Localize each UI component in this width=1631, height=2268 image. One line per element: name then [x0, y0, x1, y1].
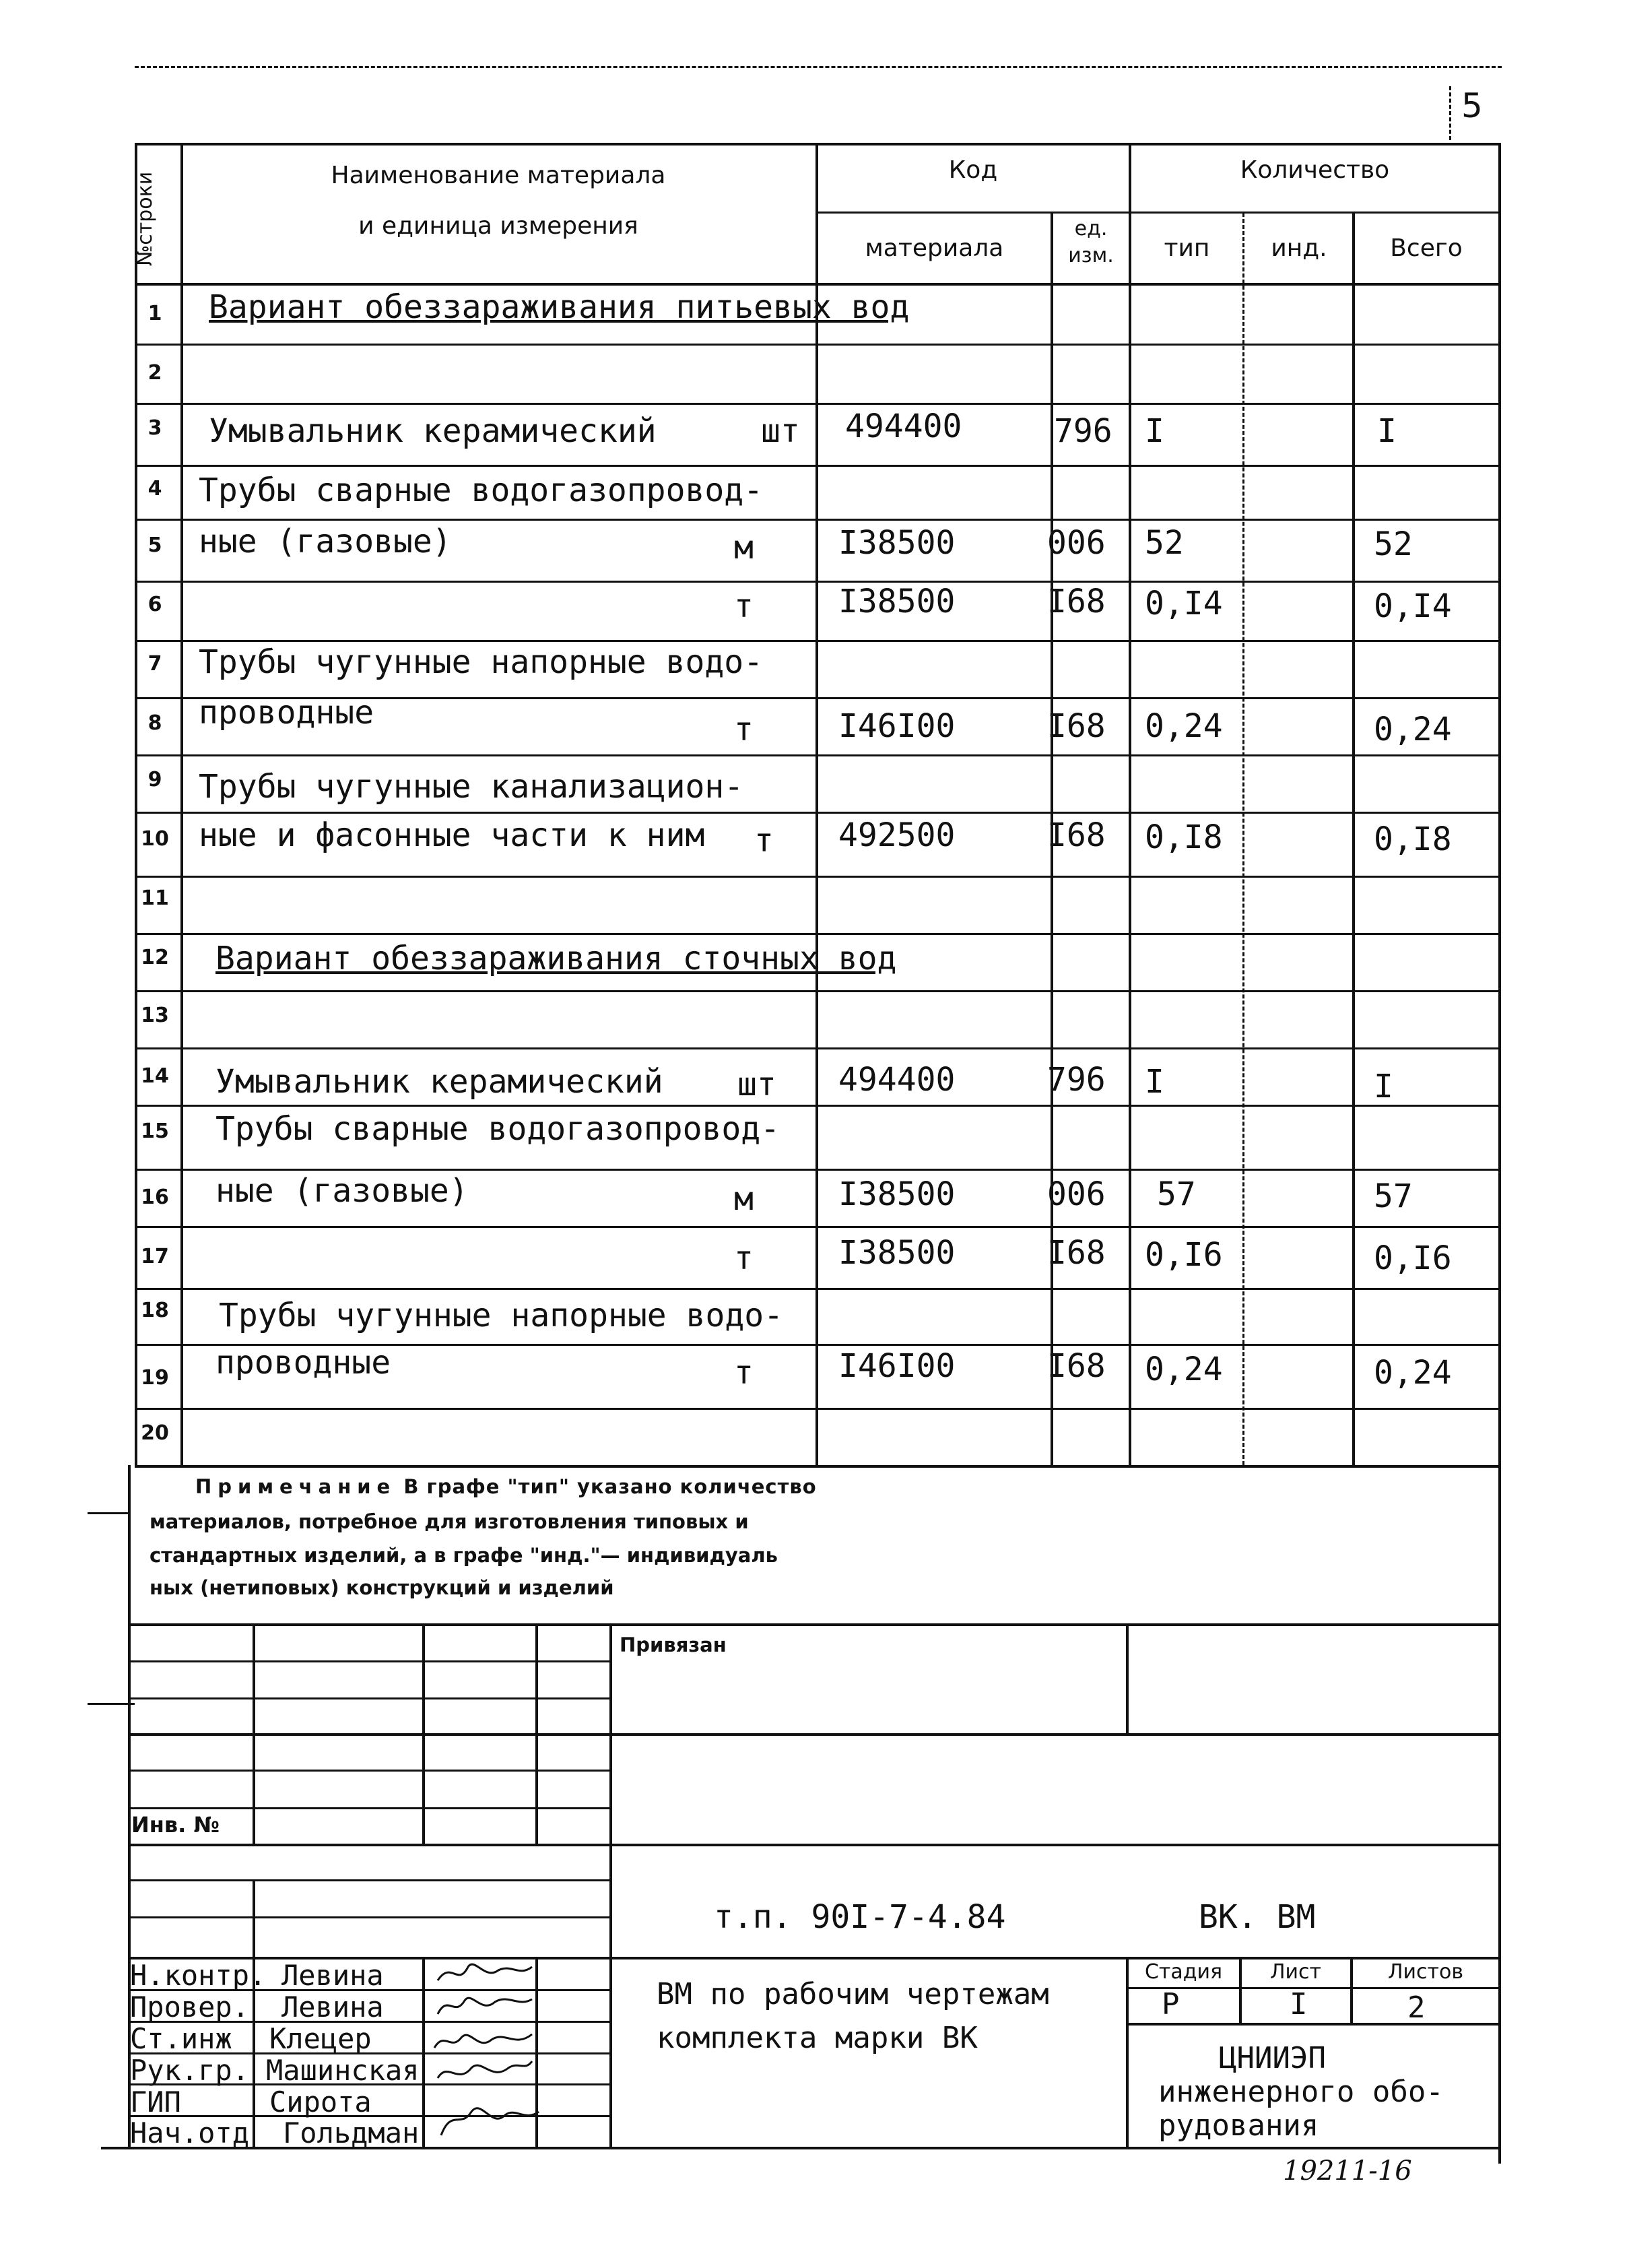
staff-name: Гольдман [283, 2116, 420, 2149]
row-number: 9 [147, 768, 162, 791]
signature-goldman [441, 2108, 539, 2135]
qty-total: 0,I6 [1374, 1239, 1452, 1277]
attached-label: Привязан [620, 1633, 727, 1656]
quantity-header: Количество [1240, 156, 1390, 184]
unit-code: 796 [1054, 412, 1112, 450]
material-code: 494400 [838, 1061, 956, 1099]
row-number: 12 [141, 946, 169, 969]
stage-value: Р [1162, 1987, 1180, 2021]
row-number: 16 [141, 1186, 169, 1209]
row-number: 15 [141, 1120, 169, 1143]
row-divider [135, 754, 1501, 756]
note-line-2: материалов, потребное для изготовления типовых и [149, 1510, 749, 1533]
qty-total: 52 [1374, 525, 1413, 563]
qty-total: 0,I4 [1374, 587, 1452, 625]
item-name: ные (газовые) [215, 1172, 469, 1210]
row-divider [135, 933, 1501, 935]
row-divider [135, 581, 1501, 583]
row-number: 7 [147, 652, 162, 676]
row-divider [135, 812, 1501, 814]
total-header: Всего [1390, 234, 1463, 262]
qty-total: I [1374, 1068, 1393, 1105]
item-name: ные (газовые) [199, 523, 452, 560]
row-number: 4 [147, 477, 162, 500]
document-code: т.п. 90I-7-4.84 [714, 1898, 1006, 1936]
unit-code: 006 [1047, 524, 1106, 562]
staff-name: Машинская [266, 2054, 420, 2087]
item-unit: шт [761, 412, 800, 450]
row-divider [135, 876, 1501, 878]
row-number: 14 [141, 1064, 169, 1088]
row-number-header: №строки [133, 171, 157, 266]
item-name: Трубы сварные водогазопровод- [199, 472, 764, 509]
organization-line1: ЦНИИЭП [1219, 2041, 1326, 2075]
row-number: 18 [141, 1299, 169, 1322]
row-number: 13 [141, 1004, 169, 1027]
stamp-number: 19211-16 [1283, 2156, 1412, 2186]
row-number: 6 [147, 593, 162, 616]
item-unit: т [734, 1354, 754, 1392]
material-code: I38500 [838, 583, 956, 620]
staff-role: Нач.отд [130, 2116, 250, 2149]
section-heading: Вариант обеззараживания питьевых вод [209, 288, 910, 326]
row-number: 20 [141, 1421, 169, 1445]
staff-role: ГИП [130, 2085, 181, 2118]
row-divider [135, 403, 1501, 405]
top-rule [135, 66, 1502, 68]
row-divider [135, 640, 1501, 642]
organization-line3: рудования [1158, 2108, 1319, 2143]
item-name: проводные [215, 1344, 391, 1382]
row-number: 5 [147, 533, 162, 557]
sheet-value: I [1290, 1987, 1308, 2021]
qty-type: 0,24 [1145, 707, 1223, 745]
note-line-4: ных (нетиповых) конструкций и изделий [149, 1576, 614, 1599]
document-title-line1: ВМ по рабочим чертежам [657, 1977, 1049, 2011]
row-divider [135, 1408, 1501, 1410]
organization-line2: инженерного обо- [1158, 2075, 1444, 2109]
material-code: I38500 [838, 1234, 956, 1272]
unit-code: I68 [1047, 707, 1106, 745]
qty-type: 0,24 [1145, 1351, 1223, 1388]
signature-levina-2 [438, 1998, 532, 2014]
item-name: Умывальник керамический [209, 412, 657, 450]
material-code: I46I00 [838, 707, 956, 745]
row-number: 11 [141, 886, 169, 910]
sheets-label: Листов [1387, 1960, 1464, 1984]
material-code: 492500 [838, 816, 956, 854]
ind-col-border [1352, 213, 1355, 1465]
stage-label: Стадия [1144, 1960, 1223, 1984]
page-number-divider [1449, 86, 1451, 140]
item-name: проводные [199, 694, 374, 732]
qty-total: 0,24 [1374, 1354, 1452, 1392]
name-col-border [816, 143, 818, 1465]
qty-type: 0,I4 [1145, 585, 1223, 622]
signature-kletser [434, 2034, 532, 2048]
staff-role: Н.контр. [130, 1959, 267, 1992]
unit-col-border [1129, 143, 1131, 1465]
item-name: Трубы чугунные напорные водо- [219, 1297, 784, 1334]
qty-type: 52 [1145, 524, 1184, 562]
qty-type: I [1145, 412, 1164, 450]
item-unit: т [754, 822, 774, 860]
rownum-col-border [180, 143, 183, 1465]
signature-levina-1 [438, 1964, 532, 1980]
row-divider [135, 519, 1501, 521]
item-unit: т [734, 711, 754, 748]
item-unit: шт [737, 1066, 776, 1103]
item-name: Умывальник керамический [215, 1063, 663, 1101]
ind-header: инд. [1271, 234, 1327, 262]
item-name: Трубы сварные водогазопровод- [215, 1110, 780, 1148]
unit-code: I68 [1047, 583, 1106, 620]
item-unit: м [734, 1180, 754, 1218]
staff-name: Клецер [269, 2022, 372, 2055]
material-code: I38500 [838, 1175, 956, 1213]
code-header: Код [948, 156, 998, 184]
row-divider [135, 1169, 1501, 1171]
page-number: 5 [1461, 86, 1483, 125]
name-header-line1: Наименование материала [331, 162, 666, 189]
row-number: 17 [141, 1245, 169, 1268]
row-number: 19 [141, 1366, 169, 1390]
note-line-3: стандартных изделий, а в графе "инд."— индивидуаль [149, 1544, 778, 1567]
qty-total: 0,I8 [1374, 820, 1452, 858]
row-number: 10 [141, 827, 169, 851]
unit-code: 006 [1047, 1175, 1106, 1213]
item-unit: т [734, 587, 754, 625]
sheet-label: Лист [1269, 1960, 1322, 1984]
qty-total: I [1377, 412, 1397, 450]
unit-code: I68 [1047, 1234, 1106, 1272]
section-heading: Вариант обеззараживания сточных вод [215, 940, 897, 977]
unit-code-header: ед. изм. [1068, 217, 1114, 267]
material-code: I38500 [838, 524, 956, 562]
document-mark: ВК. ВМ [1199, 1898, 1316, 1936]
item-name: Трубы чугунные напорные водо- [199, 643, 764, 681]
qty-type: 0,I8 [1145, 818, 1223, 856]
qty-type: 57 [1157, 1175, 1196, 1213]
row-divider [135, 465, 1501, 467]
sheets-value: 2 [1407, 1990, 1426, 2025]
inventory-number-label: Инв. № [131, 1812, 220, 1838]
staff-role: Рук.гр. [130, 2054, 250, 2087]
material-code-header: материала [865, 234, 1004, 262]
row-number: 2 [147, 361, 162, 385]
row-number: 3 [147, 416, 162, 440]
row-divider [135, 1105, 1501, 1107]
staff-role: Провер. [130, 1990, 250, 2023]
type-col-border [1242, 213, 1244, 1465]
staff-name: Левина [281, 1990, 384, 2023]
qty-type: I [1145, 1063, 1164, 1101]
row-divider [135, 1047, 1501, 1049]
item-unit: т [734, 1239, 754, 1277]
row-divider [135, 1226, 1501, 1228]
note-label: Примечание [195, 1475, 397, 1498]
item-name: Трубы чугунные канализацион- [199, 768, 744, 806]
row-number: 1 [147, 302, 162, 325]
row-divider [135, 1288, 1501, 1290]
type-header: тип [1164, 234, 1210, 262]
material-code: I46I00 [838, 1347, 956, 1385]
staff-name: Сирота [269, 2085, 372, 2118]
note-line-1: Примечание В графе "тип" указано количество [195, 1475, 817, 1498]
row-divider [135, 344, 1501, 346]
item-name: ные и фасонные части к ним [199, 816, 705, 854]
unit-code: 796 [1047, 1061, 1106, 1099]
qty-type: 0,I6 [1145, 1236, 1223, 1274]
qty-total: 57 [1374, 1177, 1413, 1215]
material-code: 494400 [845, 408, 962, 445]
staff-name: Левина [281, 1959, 384, 1992]
name-header-line2: и единица измерения [358, 212, 638, 240]
signatures [431, 1953, 539, 2149]
unit-code: I68 [1047, 1347, 1106, 1385]
table-right-border [1498, 143, 1501, 2164]
row-divider [135, 990, 1501, 992]
unit-code: I68 [1047, 816, 1106, 854]
qty-total: 0,24 [1374, 711, 1452, 748]
item-unit: м [734, 529, 754, 566]
row-number: 8 [147, 711, 162, 735]
document-title-line2: комплекта марки ВК [657, 2021, 978, 2055]
staff-role: Ст.инж [130, 2022, 232, 2055]
signature-mashinskaya [438, 2061, 532, 2078]
